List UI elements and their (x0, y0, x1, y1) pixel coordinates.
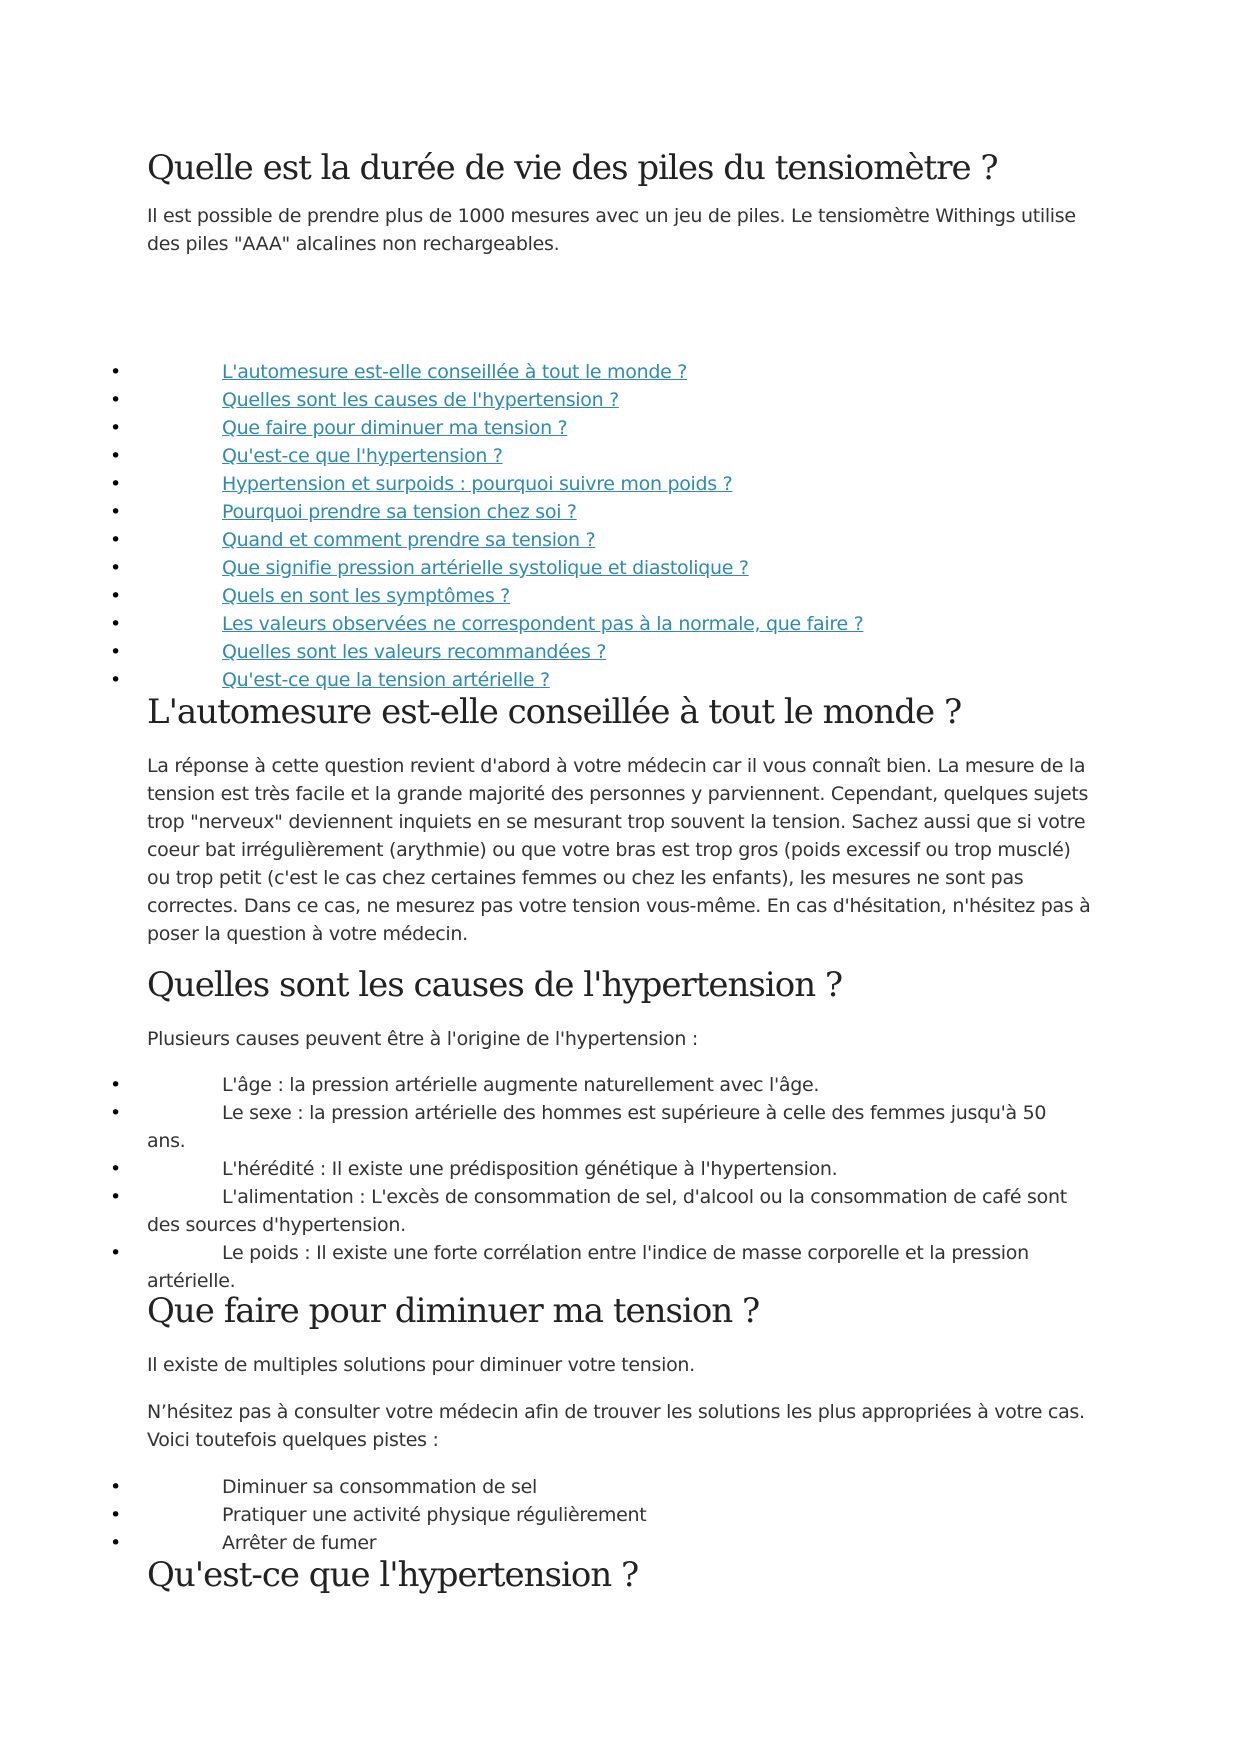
toc-link-automesure[interactable]: L'automesure est-elle conseillée à tout le monde ? (222, 361, 688, 383)
diminuer-paragraph-2: N’hésitez pas à consulter votre médecin afin de trouver les solutions les plus appropriées à votre cas. Voici toutefois quelques pistes : (147, 1401, 1085, 1451)
toc-link-valeurs-recommandees[interactable]: Quelles sont les valeurs recommandées ? (222, 641, 607, 663)
section-title-diminuer: Que faire pour diminuer ma tension ? (147, 1291, 760, 1331)
bullet-icon: • (110, 641, 121, 663)
toc-link-systolique[interactable]: Que signifie pression artérielle systolique et diastolique ? (222, 557, 749, 579)
bullet-icon: • (110, 1074, 121, 1096)
list-item-text: L'hérédité : Il existe une prédisposition génétique à l'hypertension. (222, 1158, 838, 1180)
bullet-icon: • (110, 1186, 121, 1208)
list-item-text: Le sexe : la pression artérielle des hommes est supérieure à celle des femmes jusqu'à 50 (222, 1102, 1047, 1124)
list-item-text: Diminuer sa consommation de sel (222, 1476, 537, 1498)
bullet-icon: • (110, 557, 121, 579)
list-item-continuation: des sources d'hypertension. (147, 1214, 406, 1236)
toc-link-quand-comment[interactable]: Quand et comment prendre sa tension ? (222, 529, 596, 551)
bullet-icon: • (110, 445, 121, 467)
section-title-causes: Quelles sont les causes de l'hypertension ? (147, 965, 843, 1005)
bullet-icon: • (110, 1476, 121, 1498)
bullet-icon: • (110, 1242, 121, 1264)
bullet-icon: • (110, 473, 121, 495)
list-item-continuation: ans. (147, 1130, 186, 1152)
section-title-battery-life: Quelle est la durée de vie des piles du tensiomètre ? (147, 148, 998, 188)
bullet-icon: • (110, 1504, 121, 1526)
list-item-text: L'alimentation : L'excès de consommation de sel, d'alcool ou la consommation de café sont (222, 1186, 1067, 1208)
list-item-continuation: artérielle. (147, 1270, 236, 1292)
toc-link-tension-arterielle[interactable]: Qu'est-ce que la tension artérielle ? (222, 669, 550, 691)
automesure-paragraph: La réponse à cette question revient d'abord à votre médecin car il vous connaît bien. La mesure de la tension est très facile et la grande majorité des personnes y parviennent. Cependant, quelques sujets trop "nerveux" deviennent inquiets en se mesurant trop souvent la tension. Sachez aussi que si votre coeur bat irrégulièrement (arythmie) ou que votre bras est trop gros (poids excessif ou trop musclé) ou trop petit (c'est le cas chez certaines femmes ou chez les enfants), les mesures ne sont pas correctes. Dans ce cas, ne mesurez pas votre tension vous-même. En cas d'hésitation, n'hésitez pas à poser la question à votre médecin. (147, 755, 1091, 945)
bullet-icon: • (110, 613, 121, 635)
bullet-icon: • (110, 1532, 121, 1554)
bullet-icon: • (110, 1158, 121, 1180)
toc-link-surpoids[interactable]: Hypertension et surpoids : pourquoi suivre mon poids ? (222, 473, 733, 495)
bullet-icon: • (110, 529, 121, 551)
bullet-icon: • (110, 417, 121, 439)
list-item-text: Arrêter de fumer (222, 1532, 377, 1554)
battery-life-paragraph: Il est possible de prendre plus de 1000 mesures avec un jeu de piles. Le tensiomètre Withings utilise des piles "AAA" alcalines non rechargeables. (147, 205, 1076, 255)
bullet-icon: • (110, 1102, 121, 1124)
diminuer-paragraph-1: Il existe de multiples solutions pour diminuer votre tension. (147, 1354, 695, 1376)
bullet-icon: • (110, 389, 121, 411)
list-item-text: Pratiquer une activité physique régulièrement (222, 1504, 647, 1526)
bullet-icon: • (110, 669, 121, 691)
section-title-automesure: L'automesure est-elle conseillée à tout le monde ? (147, 692, 962, 732)
bullet-icon: • (110, 501, 121, 523)
list-item-text: L'âge : la pression artérielle augmente naturellement avec l'âge. (222, 1074, 820, 1096)
toc-link-valeurs-normale[interactable]: Les valeurs observées ne correspondent pas à la normale, que faire ? (222, 613, 864, 635)
list-item-text: Le poids : Il existe une forte corrélation entre l'indice de masse corporelle et la pression (222, 1242, 1029, 1264)
section-title-hypertension: Qu'est-ce que l'hypertension ? (147, 1555, 639, 1595)
bullet-icon: • (110, 361, 121, 383)
toc-link-symptomes[interactable]: Quels en sont les symptômes ? (222, 585, 510, 607)
bullet-icon: • (110, 585, 121, 607)
causes-intro: Plusieurs causes peuvent être à l'origine de l'hypertension : (147, 1028, 698, 1050)
toc-link-hypertension[interactable]: Qu'est-ce que l'hypertension ? (222, 445, 503, 467)
toc-link-chez-soi[interactable]: Pourquoi prendre sa tension chez soi ? (222, 501, 577, 523)
toc-link-causes[interactable]: Quelles sont les causes de l'hypertension ? (222, 389, 619, 411)
toc-link-diminuer[interactable]: Que faire pour diminuer ma tension ? (222, 417, 568, 439)
